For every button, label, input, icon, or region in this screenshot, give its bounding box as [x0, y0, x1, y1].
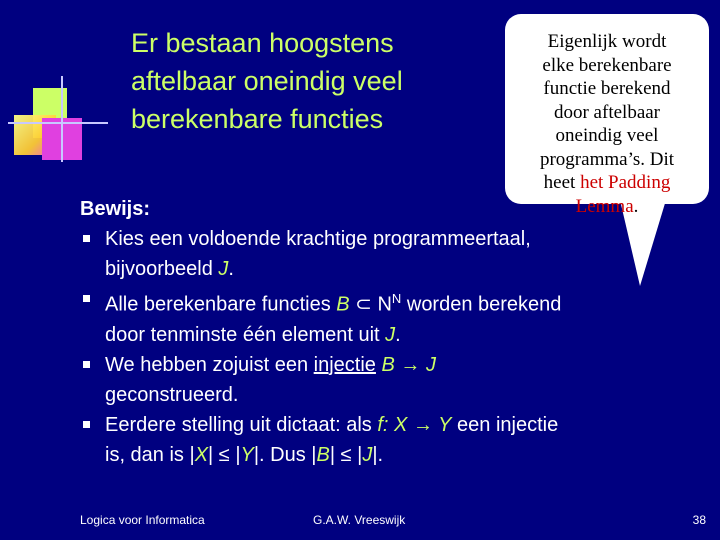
b2-sup: N	[391, 291, 402, 306]
b2-text-b: worden berekend	[401, 293, 562, 316]
callout-padding-text: het Padding	[580, 172, 671, 193]
bullet-item-3	[80, 350, 680, 410]
b2-subset: ⊂ N	[349, 293, 392, 316]
b2-J: J	[385, 323, 396, 346]
bullet-square-icon	[83, 295, 90, 302]
callout-line-6: programma’s. Dit	[539, 148, 675, 170]
bullet-square-icon	[83, 361, 90, 368]
title-line-3: berekenbare functies	[131, 104, 384, 134]
callout-line-5: oneindig veel	[555, 125, 659, 146]
b4-text-f: | ≤ |	[329, 443, 363, 466]
bullet-square-icon	[83, 421, 90, 428]
footer-course: Logica voor Informatica	[80, 513, 205, 527]
bullet-item-2	[80, 284, 680, 350]
b2-text-a: Alle berekenbare functies	[105, 293, 337, 316]
footer-author: G.A.W. Vreeswijk	[313, 513, 406, 527]
b3-map: B → J	[381, 353, 436, 376]
logo-horizontal-line	[8, 122, 108, 124]
slide-title	[131, 24, 491, 138]
callout-line-8-suffix: .	[633, 195, 639, 217]
b3-text-a: We hebben zojuist een	[105, 353, 314, 376]
bullet-square-icon	[83, 235, 90, 242]
b3-text-b: geconstrueerd.	[105, 383, 239, 406]
bullet-item-1	[80, 224, 680, 284]
b1-text-c: .	[228, 258, 234, 280]
callout-lemma-text: Lemma	[575, 195, 634, 217]
b4-text-c: is, dan is |	[105, 443, 195, 466]
b4-f: f: X → Y	[377, 413, 452, 436]
proof-bullets	[80, 224, 680, 470]
b4-text-a: Eerdere stelling uit dictaat: als	[105, 413, 378, 436]
b4-Y: Y	[240, 443, 254, 466]
b4-text-g: |.	[372, 443, 384, 466]
callout-line-7-prefix: heet	[543, 172, 581, 193]
title-line-1: Er bestaan hoogstens	[131, 28, 394, 58]
bullet-item-4	[80, 410, 680, 470]
callout-text	[505, 30, 709, 218]
b4-text-d: | ≤ |	[208, 443, 241, 466]
b4-J: J	[362, 443, 373, 466]
b3-injectie: injectie	[313, 353, 376, 376]
callout-line-2: elke berekenbare	[542, 54, 672, 76]
proof-heading: Bewijs:	[80, 198, 151, 220]
b1-text-b: bijvoorbeeld	[105, 258, 219, 280]
b4-B: B	[316, 443, 330, 466]
b4-text-b: een injectie	[451, 413, 559, 436]
b2-text-c: door tenminste één element uit	[105, 323, 386, 346]
callout-line-1: Eigenlijk wordt	[547, 31, 667, 52]
b1-text-a: Kies een voldoende krachtige programmeertaal,	[105, 228, 531, 250]
callout-line-7	[505, 171, 709, 195]
b1-J: J	[218, 258, 229, 280]
decorative-logo	[8, 70, 108, 170]
footer-page-number: 38	[692, 513, 706, 527]
callout-line-3: functie berekend	[543, 78, 671, 99]
logo-vertical-line	[61, 76, 63, 162]
title-line-2: aftelbaar oneindig veel	[131, 66, 403, 96]
b4-X: X	[194, 443, 209, 466]
b2-B: B	[336, 293, 350, 316]
proof-body	[80, 194, 680, 470]
b4-text-e: |. Dus |	[253, 443, 317, 466]
b2-text-d: .	[395, 323, 401, 346]
callout-line-4: door aftelbaar	[553, 101, 661, 123]
